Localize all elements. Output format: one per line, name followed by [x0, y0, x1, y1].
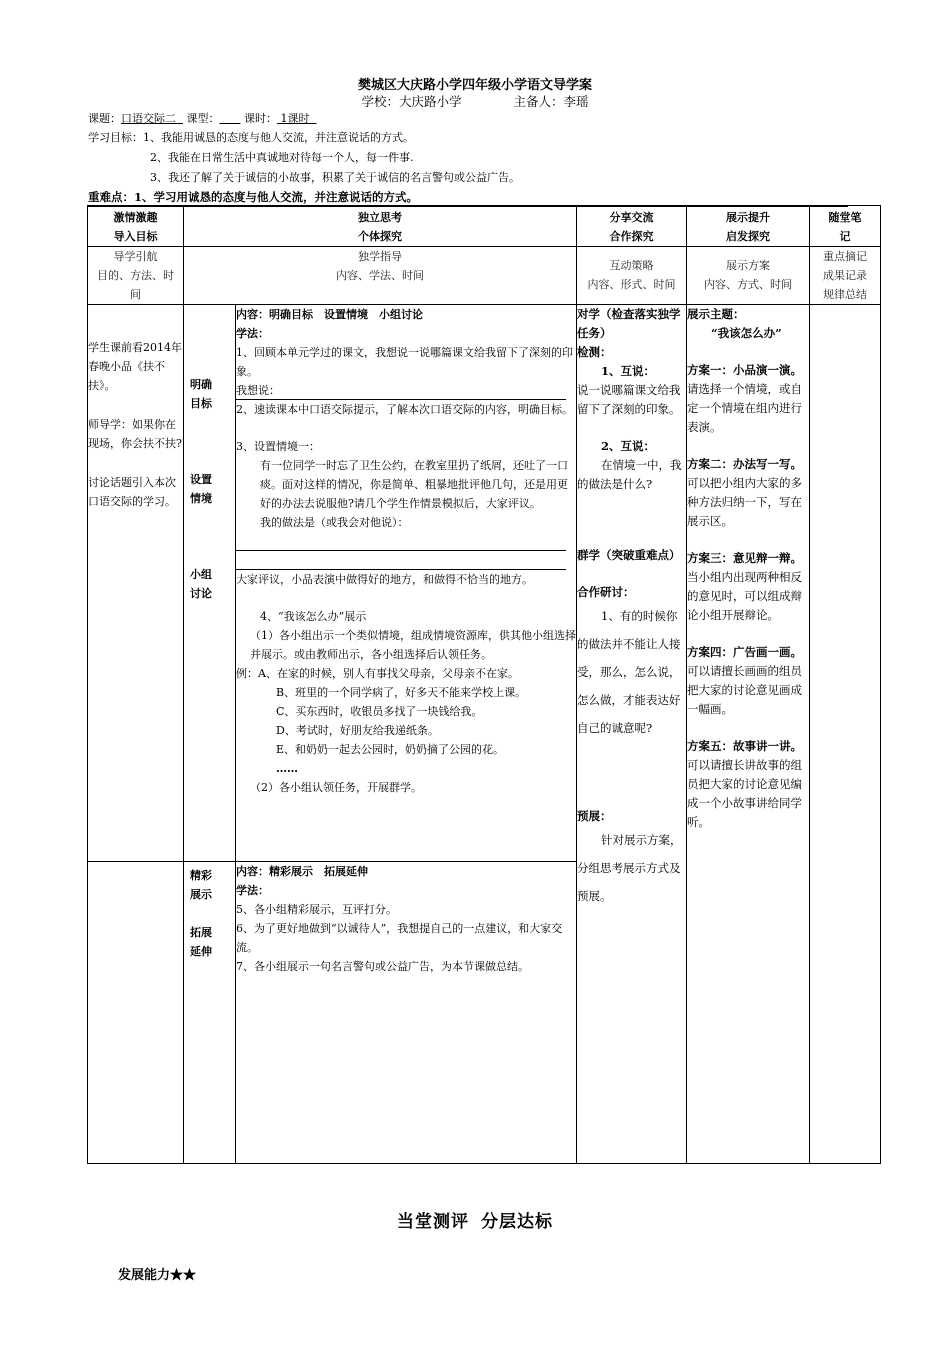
ability-heading: 发展能力★★	[118, 1268, 197, 1283]
assessment-title: 当堂测评 分层达标	[397, 1212, 553, 1232]
preparer-name: 主备人：李瑶	[513, 94, 589, 109]
subtitle	[0, 92, 950, 110]
goal-item: 1、我能用诚恳的态度与他人交流，并注意说话的方式。	[143, 131, 414, 144]
share-cell: 对学（检查落实独学任务） 检测： 1、互说： 说一说哪篇课文给我留下了深刻的印象。 2、互说： 在情境一中，我的做法是什么? 群学（突破重难点） 合作研讨： 1、有的时候你的做法并不能让人接受，那么，怎么说，怎么做，才能表达好自己的诚意呢? 预展： 针对展示方案，分组思考展示方式及预展。	[577, 305, 687, 1164]
intro-text: 讨论话题引入本次口语交际的学习。	[88, 476, 176, 508]
hours-label: 课时：	[243, 112, 277, 125]
page-title: 樊城区大庆路小学四年级小学语文导学案	[357, 78, 592, 93]
header-cell: 展示提升 启发探究	[687, 206, 810, 247]
lesson-meta	[88, 110, 316, 126]
header-cell: 独立思考 个体探究	[184, 206, 577, 247]
type-label: 课型：	[186, 112, 220, 125]
goal-line-1	[88, 129, 414, 145]
study-cell-2: 内容：精彩展示 拓展延伸 学法： 5、各小组精彩展示，互评打分。 6、为了更好地做到“以诚待人”，我想提自己的一点建议，和大家交流。 7、各小组展示一句名言警句或公益广告，为本节课做总结。	[236, 862, 577, 1164]
key-points: 重难点：1、学习用诚恳的态度与他人交流，并注意说话的方式。	[88, 189, 848, 207]
topic-label: 课题：	[88, 112, 121, 125]
guide-cell: 导学引航 目的、方法、时 间	[88, 247, 184, 305]
guide-cell: 独学指导 内容、学法、时间	[184, 247, 577, 305]
guide-cell: 展示方案 内容、方式、时间	[687, 247, 810, 305]
intro-cell-empty	[88, 862, 184, 1164]
goal-item: 2、我能在日常生活中真诚地对待每一个人，每一件事.	[150, 151, 414, 164]
guide-cell: 重点摘记 成果记录 规律总结	[810, 247, 881, 305]
goal-item: 3、我还了解了关于诚信的小故事，积累了关于诚信的名言警句或公益广告。	[150, 171, 520, 184]
show-cell: 展示主题： “我该怎么办” 方案一：小品演一演。 请选择一个情境，或自定一个情境在组内进行表演。 方案二：办法写一写。 可以把小组内大家的多种方法归纳一下，写在展示区。 方案三：意见辩一辩。 当小组内出现两种相反的意见时，可以组成辩论小组开展辩论。 方案四：广告画一画。 可以请擅长画画的组员把大家的讨论意见画成一幅画。 方案五：故事讲一讲。 可以请擅长讲故事的组员把大家的讨论意见编成一个小故事讲给同学听。	[687, 305, 810, 1164]
school-name: 学校：大庆路小学	[361, 94, 462, 109]
topic-value: 口语交际二	[121, 112, 176, 125]
side-label-cell: 明确 目标 设置 情境 小组 讨论	[184, 305, 236, 862]
hours-value: 1课时	[280, 112, 310, 125]
header-cell: 激情激趣 导入目标	[88, 206, 184, 247]
header-cell: 分享交流 合作探究	[577, 206, 687, 247]
notes-cell	[810, 305, 881, 1164]
intro-cell	[88, 305, 184, 862]
goals-label: 学习目标：	[88, 131, 143, 144]
guide-cell: 互动策略 内容、形式、时间	[577, 247, 687, 305]
study-cell-1: 内容：明确目标 设置情境 小组讨论 学法： 1、回顾本单元学过的课文，我想说一说哪篇课文给我留下了深刻的印象。 我想说： 2、速读课本中口语交际提示，了解本次口语交际的内容，明确目标。 3、设置情境一： 有一位同学一时忘了卫生公约，在教室里扔了纸屑，还吐了一口痰。面对这样的情况，你是简单、粗暴地批评他几句，还是用更好的办法去说服他?请几个学生作情景模拟后，大家评议。 我的做法是（或我会对他说）： 大家评议，小品表演中做得好的地方，和做得不恰当的地方。 4、“我该怎么办”展示 （1）各小组出示一个类似情境，组成情境资源库，供其他小组选择并展示。或由教师出示，各小组选择后认领任务。 例：A、在家的时候，别人有事找父母亲，父母亲不在家。 B、班里的一个同学病了，好多天不能来学校上课。 C、买东西时，收银员多找了一块钱给我。 D、考试时，好朋友给我递纸条。 E、和奶奶一起去公园时，奶奶摘了公园的花。 …… （2）各小组认领任务，开展群学。	[236, 305, 577, 862]
intro-text: 师导学：如果你在现场，你会扶不扶?	[88, 418, 182, 450]
header-cell: 随堂笔 记	[810, 206, 881, 247]
side-label-cell: 精彩 展示 拓展 延伸	[184, 862, 236, 1164]
study-guide-table	[87, 205, 881, 1164]
intro-text: 学生课前看2014年春晚小品《扶不扶》。	[88, 341, 182, 392]
